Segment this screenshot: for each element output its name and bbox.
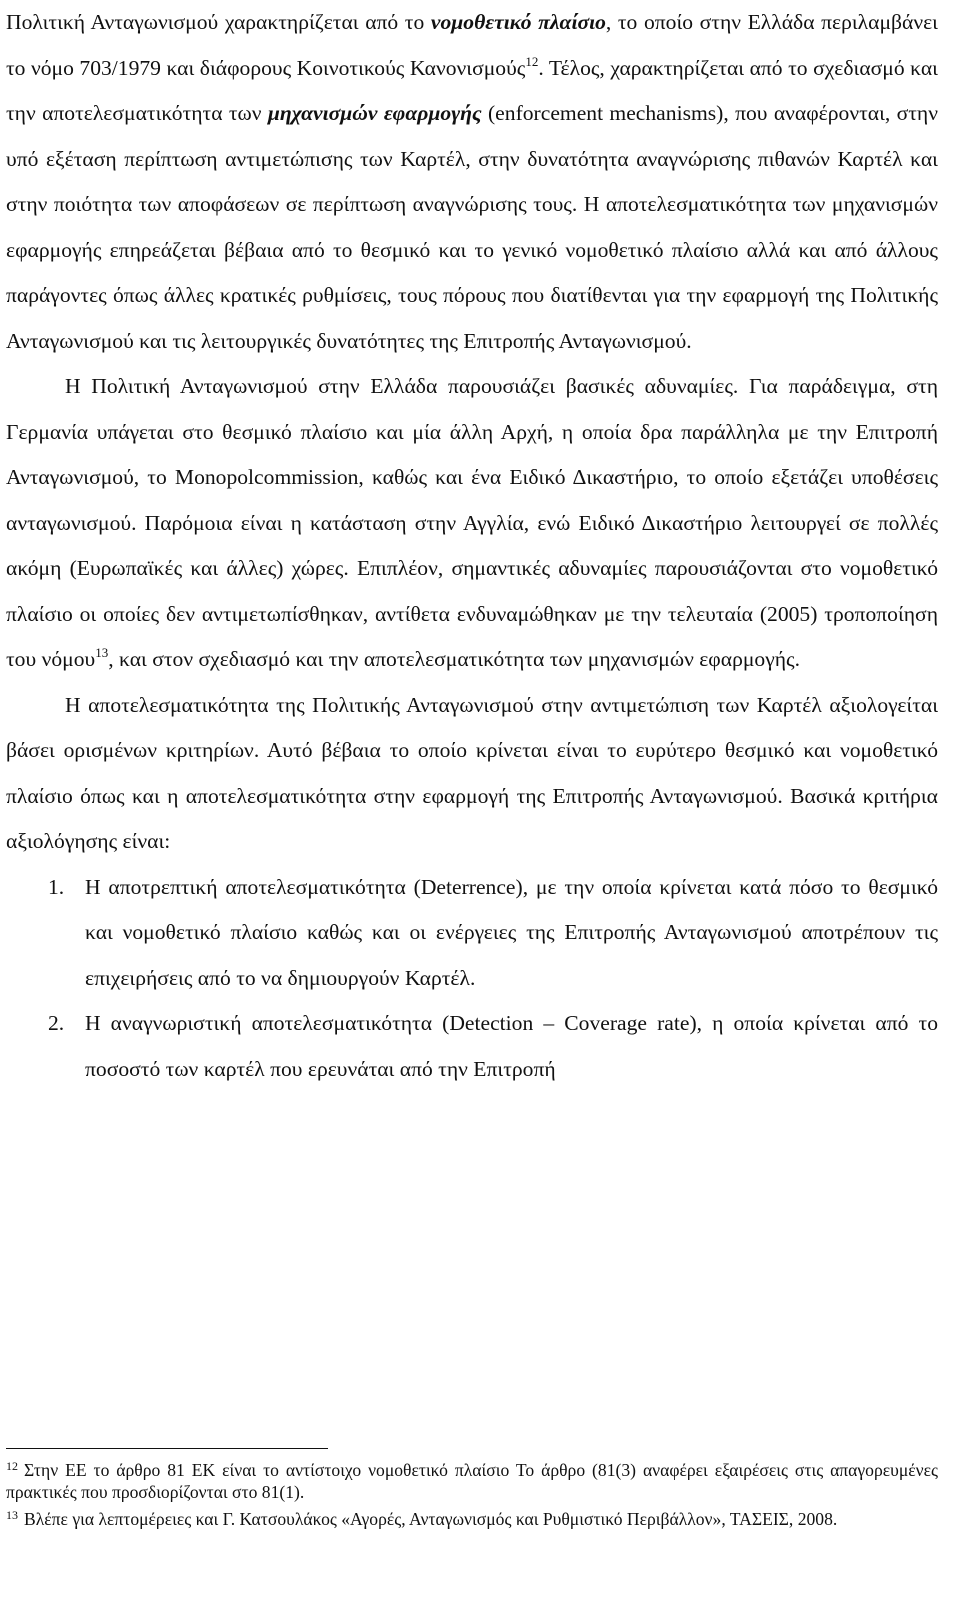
criteria-list [6,865,938,1093]
criteria-item-deterrence: Η αποτρεπτική αποτελεσματικότητα (Deterrence), με την οποία κρίνεται κατά πόσο το θεσμικό και νομοθετικό πλαίσιο καθώς και οι ενέργειες της Επιτροπής Ανταγωνισμού αποτρέπουν τις επιχειρήσεις από το να δημιουργούν Καρτέλ. [85,874,938,990]
p1-text-a: Πολιτική Ανταγωνισμού χαρακτηρίζεται από το [6,10,431,34]
footnote-text: Στην ΕΕ το άρθρο 81 ΕΚ είναι το αντίστοιχο νομοθετικό πλαίσιο Το άρθρο (81(3) αναφέρει εξαιρέσεις στις απαγορευμένες πρακτικές που προσδιορίζονται στο 81(1). [6,1460,938,1502]
footnote-12 [6,1459,938,1503]
p2-text-b: , και στον σχεδιασμό και την αποτελεσματικότητα των μηχανισμών εφαρμογής. [108,647,801,671]
p1-text-c: . Τέλος, χαρακτηρίζεται από το σχεδιασμό και την αποτελεσματικότητα των [6,55,938,125]
p1-text-d: (enforcement mechanisms), που αναφέρονται, στην υπό εξέταση περίπτωση αντιμετώπισης των Καρτέλ, στην δυνατότητα αναγνώρισης πιθανών Καρτέλ και στην ποιότητα των αποφάσεων σε περίπτωση αναγνώρισης τους. Η αποτελεσματικότητα των μηχανισμών εφαρμογής επηρεάζεται βέβαια από το θεσμικό και το γενικό νομοθετικό πλαίσιο αλλά και από άλλους παράγοντες όπως άλλες κρατικές ρυθμίσεις, τους πόρους που διατίθενται για την εφαρμογή της Πολιτικής Ανταγωνισμού και τις λειτουργικές δυνατότητες της Επιτροπής Ανταγωνισμού. [6,101,938,353]
footnote-ref-13[interactable]: 13 [95,644,109,660]
footnote-13 [6,1508,938,1530]
footnote-text: Βλέπε για λεπτομέρειες και Γ. Κατσουλάκος «Αγορές, Ανταγωνισμός και Ρυθμιστικό Περιβάλλον», ΤΑΣΕΙΣ, 2008. [24,1509,838,1529]
p1-text-b: , το οποίο στην Ελλάδα περιλαμβάνει το νόμο 703/1979 και διάφορους Κοινοτικούς Κανονισμούς [6,10,938,80]
paragraph-weaknesses [6,364,938,683]
p2-text-a: Η Πολιτική Ανταγωνισμού στην Ελλάδα παρουσιάζει βασικές αδυναμίες. Για παράδειγμα, στη Γερμανία υπάγεται στο θεσμικό πλαίσιο και μία άλλη Αρχή, η οποία δρα παράλληλα με την Επιτροπή Ανταγωνισμού, το Monopolcommission, καθώς και ένα Ειδικό Δικαστήριο, το οποίο εξετάζει υποθέσεις ανταγωνισμού. Παρόμοια είναι η κατάσταση στην Αγγλία, ενώ Ειδικό Δικαστήριο λειτουργεί σε πολλές ακόμη (Ευρωπαϊκές και άλλες) χώρες. Επιπλέον, σημαντικές αδυναμίες παρουσιάζονται στο νομοθετικό πλαίσιο οι οποίες δεν αντιμετωπίσθηκαν, αντίθετα ενδυναμώθηκαν με την τελευταία (2005) τροποποίηση του νόμου [6,374,938,671]
p1-emphasis-enforcement: μηχανισμών εφαρμογής [267,101,482,125]
footnotes [6,1448,938,1530]
paragraph-legal-framework [6,0,938,364]
document-body [6,0,938,1092]
footnote-number: 13 [6,1508,18,1522]
criteria-item-detection: Η αναγνωριστική αποτελεσματικότητα (Detection – Coverage rate), η οποία κρίνεται από το ποσοστό των καρτέλ που ερευνάται από την Επιτροπή [85,1011,938,1081]
p1-emphasis-legal-framework: νομοθετικό πλαίσιο [430,10,606,34]
paragraph-criteria-intro: Η αποτελεσματικότητα της Πολιτικής Ανταγωνισμού στην αντιμετώπιση των Καρτέλ αξιολογείται βάσει ορισμένων κριτηρίων. Αυτό βέβαια το οποίο κρίνεται είναι το ευρύτερο θεσμικό και νομοθετικό πλαίσιο όπως και η αποτελεσματικότητα στην εφαρμογή της Επιτροπής Ανταγωνισμού. Βασικά κριτήρια αξιολόγησης είναι: [6,692,938,853]
footnote-ref-12[interactable]: 12 [525,53,539,69]
footnote-number: 12 [6,1459,18,1473]
footnote-separator [6,1448,328,1449]
